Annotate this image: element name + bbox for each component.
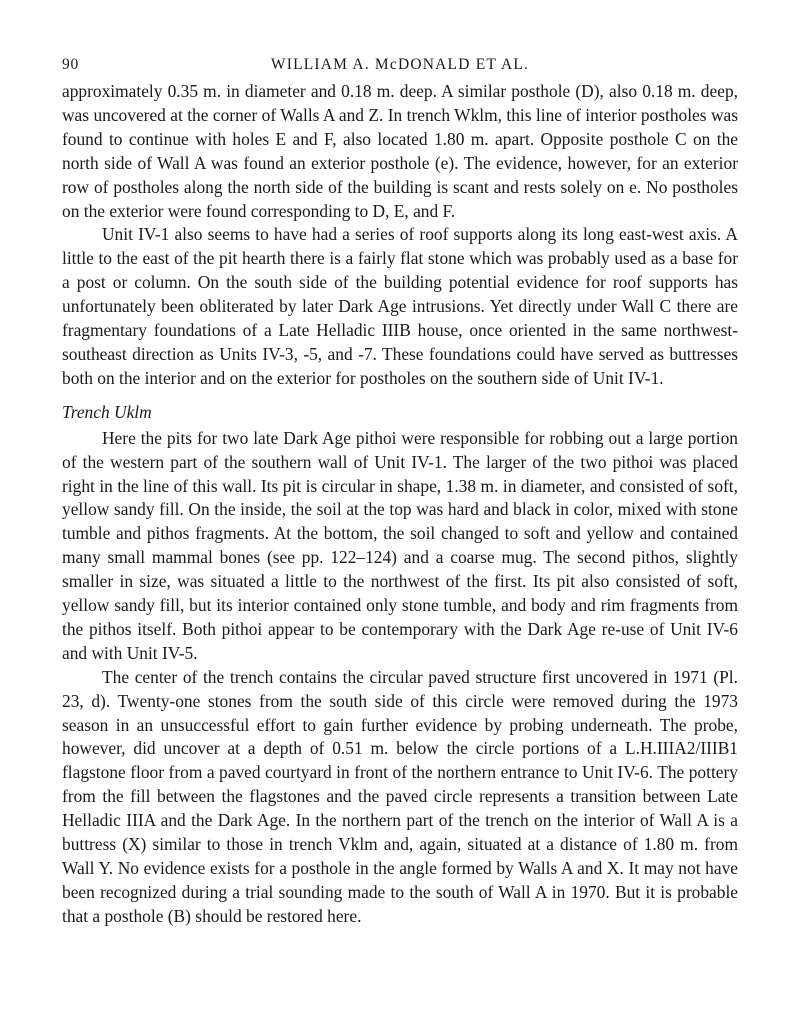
paragraph-continued: approximately 0.35 m. in diameter and 0.18 m. deep. A similar posthole (D), also 0.18 m. deep, was uncovered at the corner of Walls A and Z. In trench Wklm, this line of interior postholes was found to continue with holes E and F, also located 1.80 m. apart. Opposite posthole C on the north side of Wall A was found an exterior posthole (e). The evidence, however, for an exterior row of postholes along the north side of the building is scant and rests solely on e. No postholes on the exterior were found corresponding to D, E, and F.	[62, 81, 738, 221]
paragraph-pithoi: Here the pits for two late Dark Age pithoi were responsible for robbing out a large portion of the western part of the southern wall of Unit IV-1. The larger of the two pithoi was placed right in the line of this wall. Its pit is circular in shape, 1.38 m. in diameter, and consisted of soft, yellow sandy fill. On the inside, the soil at the top was hard and black in color, mixed with stone tumble and pithos fragments. At the bottom, the soil changed to soft and yellow and contained many small mammal bones (see pp. 122–124) and a coarse mug. The second pithos, slightly smaller in size, was situated a little to the northwest of the first. Its pit also consisted of soft, yellow sandy fill, but its interior contained only stone tumble, and body and rim fragments from the pithos itself. Both pithoi appear to be contemporary with the Dark Age re-use of Unit IV-6 and with Unit IV-5.	[62, 427, 738, 663]
body-text	[62, 80, 738, 929]
paragraph-paved-structure: The center of the trench contains the circular paved structure first uncovered in 1971 (Pl. 23, d). Twenty-one stones from the south side of this circle were removed during the 1973 season in an unsuccessful effort to gain further evidence by probing underneath. The probe, however, did uncover at a depth of 0.51 m. below the circle portions of a L.H.IIIA2/IIIB1 flagstone floor from a paved courtyard in front of the northern entrance to Unit IV-6. The pottery from the fill between the flagstones and the paved circle represents a transition between Late Helladic IIIA and the Dark Age. In the northern part of the trench on the interior of Wall A is a buttress (X) similar to those in trench Vklm and, again, situated at a distance of 1.80 m. from Wall Y. No evidence exists for a posthole in the angle formed by Walls A and X. It may not have been recognized during a trial sounding made to the south of Wall A in 1970. But it is probable that a posthole (B) should be restored here.	[62, 666, 738, 926]
paragraph-roof-supports: Unit IV-1 also seems to have had a series of roof supports along its long east-west axis. A little to the east of the pit hearth there is a fairly flat stone which was probably used as a base for a post or column. On the south side of the building potential evidence for roof supports has unfortunately been obliterated by later Dark Age intrusions. Yet directly under Wall C there are fragmentary foundations of a Late Helladic IIIB house, once oriented in the same northwest-southeast direction as Units IV-3, -5, and -7. These foundations could have served as buttresses both on the interior and on the exterior for postholes on the southern side of Unit IV-1.	[62, 224, 738, 388]
page-number: 90	[62, 56, 80, 73]
running-title-authors: WILLIAM A. McDONALD ET AL.	[270, 56, 530, 73]
running-header	[62, 50, 738, 80]
document-page	[62, 50, 738, 929]
section-heading-trench-uklm: Trench Uklm	[62, 401, 152, 422]
